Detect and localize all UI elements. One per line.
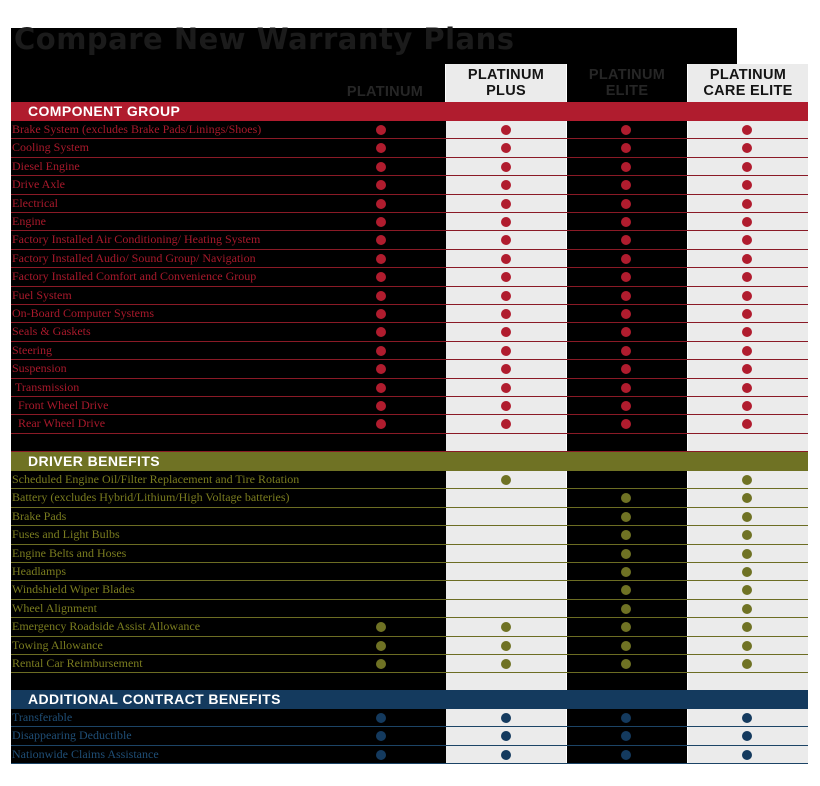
row-label: Transmission	[12, 379, 80, 394]
coverage-dot-icon	[501, 731, 511, 741]
coverage-dot-icon	[621, 641, 631, 651]
row-label: Steering	[12, 342, 52, 357]
coverage-dot-icon	[621, 549, 631, 559]
row-label: Engine Belts and Hoses	[12, 545, 127, 560]
coverage-dot-icon	[742, 530, 752, 540]
table-row	[11, 526, 808, 544]
coverage-dot-icon	[742, 272, 752, 282]
row-label: Factory Installed Comfort and Convenience Group	[12, 269, 257, 284]
coverage-dot-icon	[621, 401, 631, 411]
coverage-dot-icon	[742, 512, 752, 522]
coverage-dot-icon	[621, 750, 631, 760]
coverage-dot-icon	[621, 419, 631, 429]
page-title: Compare New Warranty Plans	[14, 22, 515, 56]
coverage-dot-icon	[501, 162, 511, 172]
table-row	[11, 121, 808, 139]
section-header-additional-contract-benefits	[11, 690, 808, 709]
table-row	[11, 545, 808, 563]
coverage-dot-icon	[376, 235, 386, 245]
section-title: DRIVER BENEFITS	[28, 453, 161, 469]
row-label: Emergency Roadside Assist Allowance	[12, 619, 201, 634]
coverage-dot-icon	[742, 419, 752, 429]
section-title: ADDITIONAL CONTRACT BENEFITS	[28, 691, 281, 707]
row-label: Diesel Engine	[12, 158, 80, 173]
row-label: Factory Installed Audio/ Sound Group/ Navigation	[12, 250, 256, 265]
row-label: Transferable	[12, 710, 73, 724]
coverage-dot-icon	[376, 162, 386, 172]
coverage-dot-icon	[742, 401, 752, 411]
coverage-dot-icon	[621, 143, 631, 153]
table-row	[11, 195, 808, 213]
coverage-dot-icon	[501, 309, 511, 319]
section-title: COMPONENT GROUP	[28, 103, 181, 119]
coverage-dot-icon	[376, 291, 386, 301]
row-label: Fuses and Light Bulbs	[12, 527, 120, 542]
coverage-dot-icon	[621, 291, 631, 301]
coverage-dot-icon	[501, 272, 511, 282]
coverage-dot-icon	[376, 659, 386, 669]
coverage-dot-icon	[376, 272, 386, 282]
coverage-dot-icon	[742, 750, 752, 760]
coverage-dot-icon	[501, 401, 511, 411]
coverage-dot-icon	[501, 291, 511, 301]
coverage-dot-icon	[621, 309, 631, 319]
table-row	[11, 746, 808, 764]
row-label: Fuel System	[12, 287, 72, 302]
coverage-dot-icon	[501, 180, 511, 190]
coverage-dot-icon	[376, 199, 386, 209]
coverage-dot-icon	[742, 364, 752, 374]
table-row	[11, 250, 808, 268]
row-label: Suspension	[12, 361, 67, 376]
table-row	[11, 323, 808, 341]
table-row	[11, 287, 808, 305]
coverage-dot-icon	[501, 750, 511, 760]
coverage-dot-icon	[742, 493, 752, 503]
coverage-dot-icon	[376, 750, 386, 760]
coverage-dot-icon	[376, 143, 386, 153]
coverage-dot-icon	[742, 327, 752, 337]
table-row	[11, 508, 808, 526]
row-label: Cooling System	[12, 140, 90, 155]
coverage-dot-icon	[376, 217, 386, 227]
coverage-dot-icon	[501, 346, 511, 356]
coverage-dot-icon	[621, 622, 631, 632]
table-row	[11, 415, 808, 433]
table-row	[11, 231, 808, 249]
coverage-dot-icon	[501, 475, 511, 485]
coverage-dot-icon	[376, 622, 386, 632]
coverage-dot-icon	[501, 199, 511, 209]
coverage-dot-icon	[742, 235, 752, 245]
table-row	[11, 655, 808, 673]
table-row	[11, 563, 808, 581]
coverage-dot-icon	[376, 327, 386, 337]
column-header-platinum: PLATINUM	[325, 64, 445, 102]
row-label: Rear Wheel Drive	[12, 416, 106, 431]
coverage-dot-icon	[742, 622, 752, 632]
coverage-dot-icon	[376, 383, 386, 393]
table-row	[11, 342, 808, 360]
coverage-dot-icon	[742, 143, 752, 153]
row-label: Brake Pads	[12, 508, 67, 523]
row-label: Headlamps	[12, 564, 66, 578]
table-row	[11, 379, 808, 397]
table-row	[11, 637, 808, 655]
row-label: On-Board Computer Systems	[12, 306, 154, 320]
coverage-dot-icon	[376, 125, 386, 135]
row-label: Towing Allowance	[12, 637, 103, 652]
coverage-dot-icon	[621, 659, 631, 669]
table-row	[11, 709, 808, 727]
coverage-dot-icon	[621, 604, 631, 614]
coverage-dot-icon	[501, 125, 511, 135]
coverage-dot-icon	[376, 401, 386, 411]
table-row	[11, 618, 808, 636]
coverage-dot-icon	[501, 364, 511, 374]
coverage-dot-icon	[742, 713, 752, 723]
table-row	[11, 268, 808, 286]
coverage-dot-icon	[501, 659, 511, 669]
coverage-dot-icon	[621, 364, 631, 374]
table-row	[11, 360, 808, 378]
coverage-dot-icon	[742, 383, 752, 393]
coverage-dot-icon	[742, 125, 752, 135]
coverage-dot-icon	[742, 475, 752, 485]
coverage-dot-icon	[742, 567, 752, 577]
row-label: Rental Car Reimbursement	[12, 656, 143, 670]
table-row	[11, 581, 808, 599]
coverage-dot-icon	[742, 162, 752, 172]
row-divider	[11, 763, 808, 764]
coverage-dot-icon	[621, 272, 631, 282]
coverage-dot-icon	[501, 327, 511, 337]
row-label: Seals & Gaskets	[12, 324, 91, 339]
coverage-dot-icon	[621, 327, 631, 337]
coverage-dot-icon	[621, 254, 631, 264]
coverage-dot-icon	[742, 291, 752, 301]
coverage-dot-icon	[742, 641, 752, 651]
coverage-dot-icon	[621, 585, 631, 595]
coverage-dot-icon	[501, 419, 511, 429]
coverage-dot-icon	[501, 217, 511, 227]
coverage-dot-icon	[621, 346, 631, 356]
column-header-platinum-plus: PLATINUM PLUS	[446, 64, 566, 102]
row-label: Electrical	[12, 195, 58, 210]
table-row	[11, 397, 808, 415]
coverage-dot-icon	[501, 622, 511, 632]
coverage-dot-icon	[621, 199, 631, 209]
row-label: Factory Installed Air Conditioning/ Heating System	[12, 232, 261, 247]
coverage-dot-icon	[621, 713, 631, 723]
coverage-dot-icon	[376, 180, 386, 190]
coverage-dot-icon	[621, 567, 631, 577]
coverage-dot-icon	[742, 659, 752, 669]
row-label: Nationwide Claims Assistance	[12, 746, 159, 761]
row-label: Engine	[12, 214, 46, 228]
row-label: Disappearing Deductible	[12, 728, 132, 743]
row-label: Front Wheel Drive	[12, 398, 109, 412]
coverage-dot-icon	[501, 383, 511, 393]
coverage-dot-icon	[376, 309, 386, 319]
coverage-dot-icon	[742, 309, 752, 319]
coverage-dot-icon	[376, 713, 386, 723]
coverage-dot-icon	[621, 530, 631, 540]
column-header-platinum-care-elite: PLATINUM CARE ELITE	[688, 64, 808, 102]
coverage-dot-icon	[376, 254, 386, 264]
coverage-dot-icon	[742, 604, 752, 614]
table-row	[11, 158, 808, 176]
coverage-dot-icon	[501, 713, 511, 723]
coverage-dot-icon	[376, 346, 386, 356]
table-row	[11, 305, 808, 323]
coverage-dot-icon	[376, 731, 386, 741]
coverage-dot-icon	[376, 419, 386, 429]
table-row	[11, 434, 808, 452]
row-label: Drive Axle	[12, 177, 65, 192]
coverage-dot-icon	[742, 549, 752, 559]
coverage-dot-icon	[742, 199, 752, 209]
row-label: Brake System (excludes Brake Pads/Linings/Shoes)	[12, 122, 262, 136]
coverage-dot-icon	[621, 180, 631, 190]
coverage-dot-icon	[621, 125, 631, 135]
row-label: Battery (excludes Hybrid/Lithium/High Voltage batteries)	[12, 490, 290, 505]
coverage-dot-icon	[621, 512, 631, 522]
table-row	[11, 600, 808, 618]
coverage-dot-icon	[742, 217, 752, 227]
coverage-dot-icon	[621, 383, 631, 393]
coverage-dot-icon	[501, 143, 511, 153]
table-row	[11, 489, 808, 507]
coverage-dot-icon	[621, 162, 631, 172]
table-row	[11, 727, 808, 745]
section-header-driver-benefits	[11, 452, 808, 471]
column-header-platinum-elite: PLATINUM ELITE	[567, 64, 687, 102]
coverage-dot-icon	[742, 731, 752, 741]
section-header-component-group	[11, 102, 808, 121]
row-label: Windshield Wiper Blades	[12, 582, 135, 597]
row-label: Wheel Alignment	[12, 600, 97, 615]
row-label: Scheduled Engine Oil/Filter Replacement and Tire Rotation	[12, 472, 300, 486]
coverage-dot-icon	[742, 254, 752, 264]
coverage-dot-icon	[501, 254, 511, 264]
coverage-dot-icon	[376, 364, 386, 374]
coverage-dot-icon	[621, 493, 631, 503]
table-row	[11, 471, 808, 489]
coverage-dot-icon	[742, 585, 752, 595]
coverage-dot-icon	[376, 641, 386, 651]
coverage-dot-icon	[621, 235, 631, 245]
coverage-dot-icon	[621, 731, 631, 741]
coverage-dot-icon	[742, 180, 752, 190]
coverage-dot-icon	[501, 641, 511, 651]
coverage-dot-icon	[621, 217, 631, 227]
coverage-dot-icon	[501, 235, 511, 245]
table-row	[11, 213, 808, 231]
table-row	[11, 139, 808, 157]
coverage-dot-icon	[742, 346, 752, 356]
table-row	[11, 176, 808, 194]
